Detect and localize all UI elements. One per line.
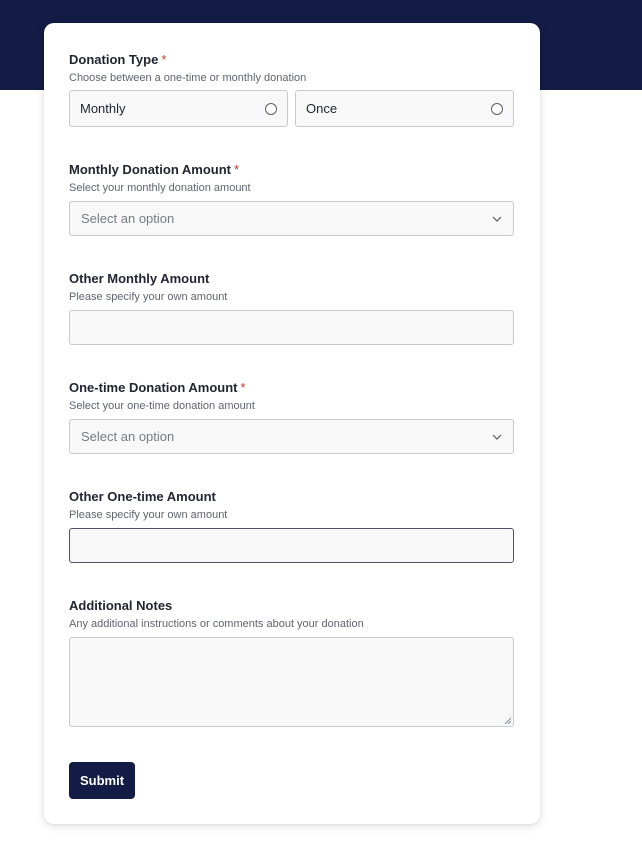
onetime-amount-field bbox=[69, 380, 514, 454]
donation-form-card bbox=[44, 23, 540, 824]
other-onetime-input[interactable] bbox=[69, 528, 514, 563]
radio-unchecked-icon[interactable] bbox=[265, 103, 277, 115]
monthly-amount-label-text: Monthly Donation Amount bbox=[69, 162, 231, 177]
chevron-down-icon bbox=[492, 434, 502, 440]
donation-type-label bbox=[69, 52, 514, 68]
onetime-amount-placeholder: Select an option bbox=[81, 429, 175, 444]
onetime-amount-label-text: One-time Donation Amount bbox=[69, 380, 238, 395]
donation-type-description: Choose between a one-time or monthly donation bbox=[69, 72, 307, 84]
monthly-amount-field bbox=[69, 162, 514, 236]
notes-textarea[interactable] bbox=[69, 637, 514, 727]
donation-type-field bbox=[69, 52, 514, 127]
notes-textarea-wrap bbox=[69, 637, 514, 727]
radio-option-monthly[interactable] bbox=[69, 90, 288, 127]
notes-label: Additional Notes bbox=[69, 598, 173, 613]
other-onetime-label: Other One-time Amount bbox=[69, 489, 216, 504]
other-monthly-input[interactable] bbox=[69, 310, 514, 345]
radio-option-monthly-label: Monthly bbox=[80, 101, 126, 116]
other-monthly-description: Please specify your own amount bbox=[69, 291, 228, 303]
other-monthly-label: Other Monthly Amount bbox=[69, 271, 210, 286]
other-monthly-field bbox=[69, 271, 514, 345]
donation-type-label-text: Donation Type bbox=[69, 52, 159, 67]
required-marker: * bbox=[234, 162, 240, 177]
other-onetime-description: Please specify your own amount bbox=[69, 509, 228, 521]
notes-description: Any additional instructions or comments about your donation bbox=[69, 618, 364, 630]
submit-button[interactable]: Submit bbox=[69, 762, 135, 799]
onetime-amount-description: Select your one-time donation amount bbox=[69, 400, 255, 412]
onetime-amount-label bbox=[69, 380, 514, 396]
monthly-amount-select[interactable] bbox=[69, 201, 514, 236]
radio-option-once-label: Once bbox=[306, 101, 338, 116]
radio-unchecked-icon[interactable] bbox=[491, 103, 503, 115]
other-onetime-field bbox=[69, 489, 514, 563]
onetime-amount-select[interactable] bbox=[69, 419, 514, 454]
monthly-amount-label bbox=[69, 162, 514, 178]
chevron-down-icon bbox=[492, 216, 502, 222]
required-marker: * bbox=[161, 52, 167, 67]
donation-type-options bbox=[69, 90, 514, 127]
monthly-amount-placeholder: Select an option bbox=[81, 211, 175, 226]
notes-field bbox=[69, 598, 514, 727]
monthly-amount-description: Select your monthly donation amount bbox=[69, 182, 251, 194]
radio-option-once[interactable] bbox=[295, 90, 514, 127]
required-marker: * bbox=[240, 380, 246, 395]
